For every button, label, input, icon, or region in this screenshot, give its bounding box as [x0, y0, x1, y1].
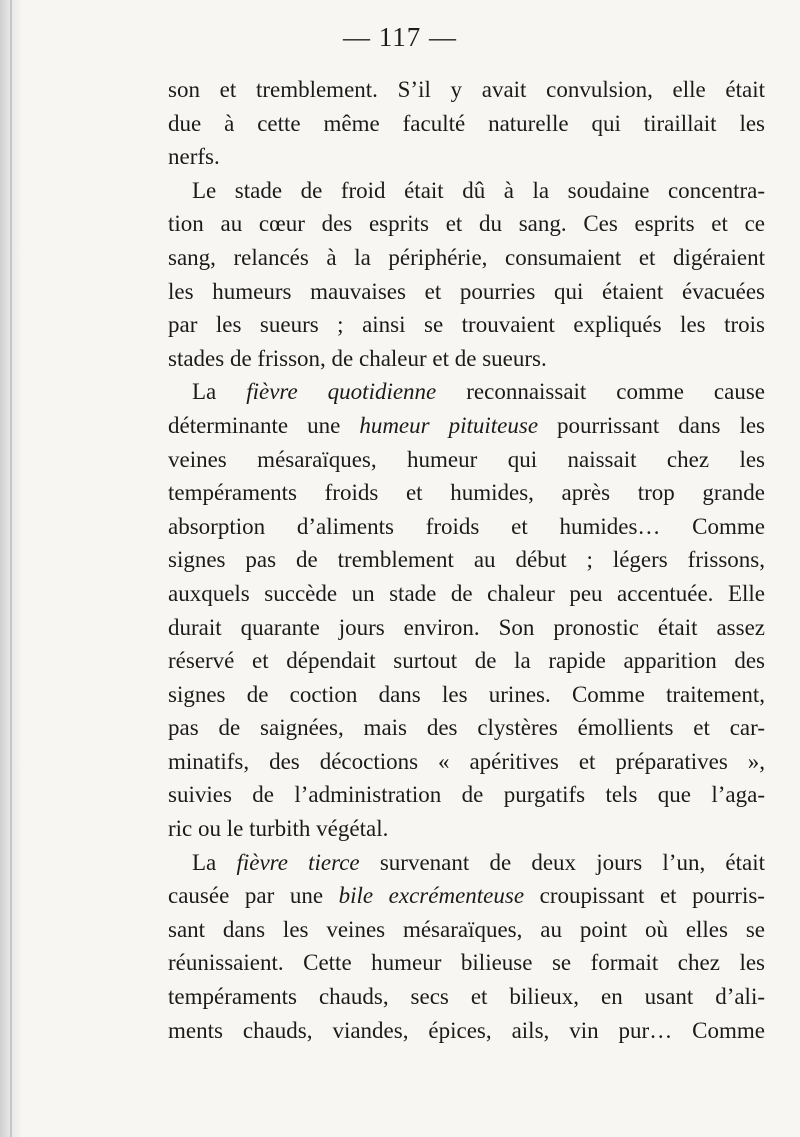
text-line: signes pas de tremblement au début ; légers frissons, — [168, 547, 765, 573]
text-line: absorption d’aliments froids et humides… Comme — [168, 513, 765, 539]
text-line: signes de coction dans les urines. Comme traitement, — [168, 681, 765, 707]
text-run: La — [192, 849, 237, 875]
page-number: — 117 — — [343, 22, 457, 52]
text-line: réservé et dépendait surtout de la rapide apparition des — [168, 648, 765, 674]
text-line: tempéraments chauds, secs et bilieux, en usant d’ali- — [168, 984, 765, 1010]
text-line: Le stade de froid était dû à la soudaine concentra- — [192, 177, 765, 203]
text-line: due à cette même faculté naturelle qui tiraillait les — [168, 110, 765, 136]
text-line: sant dans les veines mésaraïques, au point où elles se — [168, 916, 765, 942]
text-run: pourrissant dans les — [538, 412, 766, 438]
text-line — [168, 846, 765, 880]
text-line: tempéraments froids et humides, après trop grande — [168, 480, 765, 506]
text-run: déterminante une — [168, 412, 360, 438]
text-line — [168, 879, 765, 913]
text-line: sang, relancés à la périphérie, consumaient et digéraient — [168, 244, 765, 270]
text-run: survenant de deux jours l’un, était — [359, 849, 765, 875]
text-line: ric ou le turbith végétal. — [168, 816, 389, 842]
text-run: reconnaissait comme cause — [436, 379, 765, 405]
italic-term: fièvre tierce — [236, 849, 360, 875]
italic-term: fièvre quotidienne — [246, 379, 437, 405]
text-run: causée par une — [168, 883, 339, 909]
text-line: son et tremblement. S’il y avait convulsion, elle était — [168, 77, 765, 102]
text-line: pas de saignées, mais des clystères émollients et car- — [168, 715, 765, 741]
text-line: tion au cœur des esprits et du sang. Ces esprits et ce — [168, 211, 765, 237]
text-run: croupissant et pourris- — [524, 883, 765, 909]
text-line: réunissaient. Cette humeur bilieuse se formait chez les — [168, 950, 765, 976]
text-line: minatifs, des décoctions « apéritives et préparatives », — [168, 748, 765, 774]
text-line: veines mésaraïques, humeur qui naissait chez les — [168, 446, 765, 472]
text-line: stades de frisson, de chaleur et de sueurs. — [168, 345, 547, 371]
binding-edge — [10, 0, 12, 1137]
text-line: par les sueurs ; ainsi se trouvaient expliqués les trois — [168, 312, 765, 338]
italic-term: bile excrémenteuse — [338, 883, 525, 909]
text-line: suivies de l’administration de purgatifs tels que l’aga- — [168, 782, 765, 808]
text-line: ments chauds, viandes, épices, ails, vin pur… Comme — [168, 1017, 765, 1043]
text-line: durait quarante jours environ. Son pronostic était assez — [168, 614, 765, 640]
text-line — [168, 375, 765, 409]
text-line: les humeurs mauvaises et pourries qui étaient évacuées — [168, 278, 765, 304]
text-line — [168, 409, 765, 443]
text-run: La — [192, 379, 247, 405]
text-line: auxquels succède un stade de chaleur peu accentuée. Elle — [168, 580, 765, 606]
body-text — [168, 73, 765, 1047]
text-line: nerfs. — [168, 144, 220, 170]
italic-term: humeur pituiteuse — [359, 412, 539, 438]
